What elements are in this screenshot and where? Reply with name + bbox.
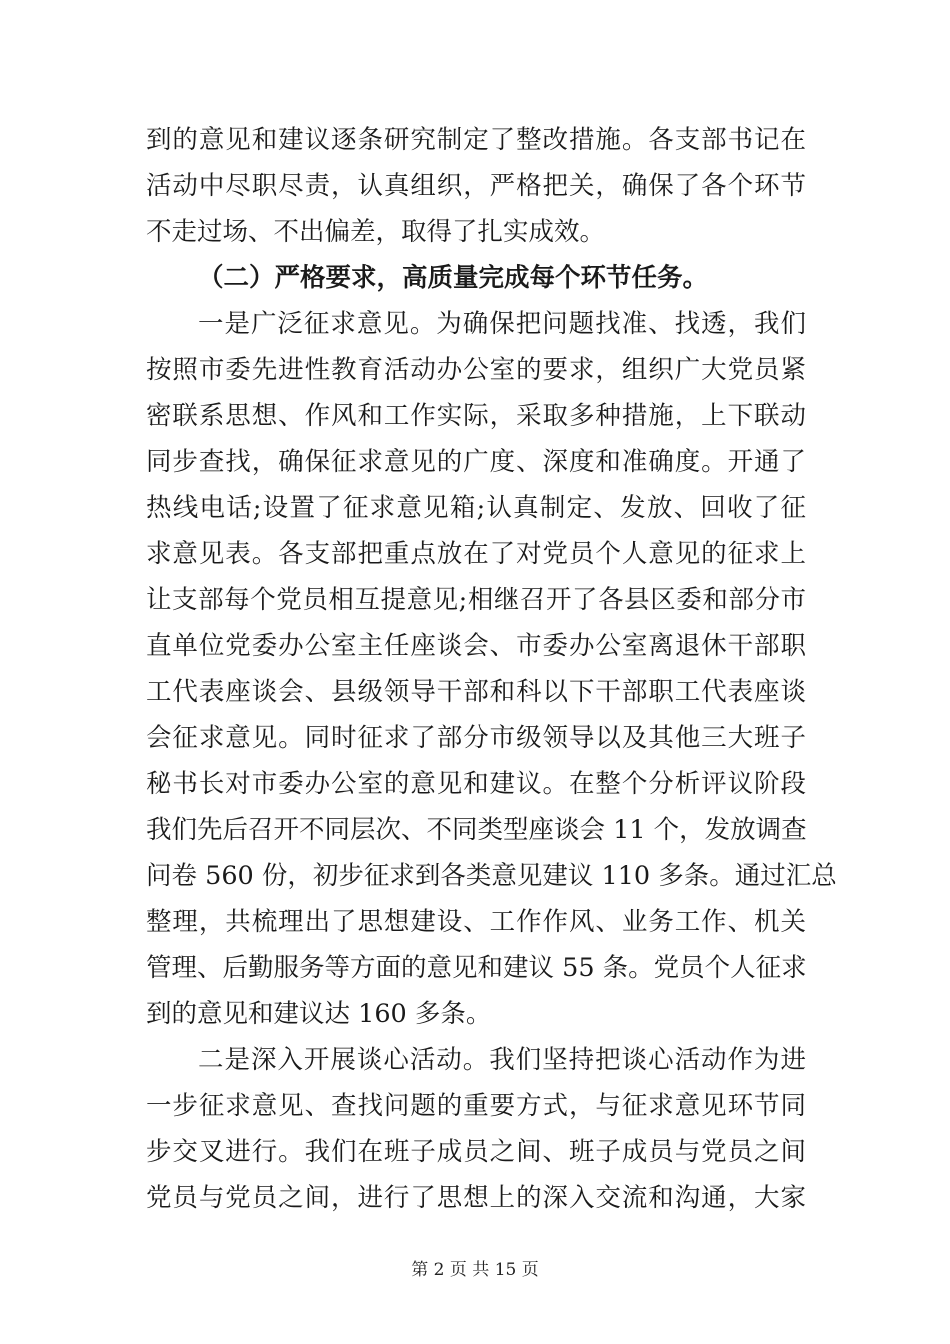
body-line: 工代表座谈会、县级领导干部和科以下干部职工代表座谈 [146,677,806,707]
body-line: 不走过场、不出偏差，取得了扎实成效。 [146,217,606,247]
body-line: 让支部每个党员相互提意见;相继召开了各县区委和部分市 [146,585,806,615]
body-line: 直单位党委办公室主任座谈会、市委办公室离退休干部职 [146,631,806,661]
body-line: 我们先后召开不同层次、不同类型座谈会 11 个，发放调查 [146,815,807,845]
body-line: 整理，共梳理出了思想建设、工作作风、业务工作、机关 [146,907,806,937]
body-line: 党员与党员之间，进行了思想上的深入交流和沟通，大家 [146,1183,806,1213]
body-line: 会征求意见。同时征求了部分市级领导以及其他三大班子 [146,723,806,753]
body-line: 二是深入开展谈心活动。我们坚持把谈心活动作为进 [198,1045,806,1075]
page-number-footer: 第 2 页 共 15 页 [411,1260,539,1280]
body-line: 步交叉进行。我们在班子成员之间、班子成员与党员之间 [146,1137,806,1167]
body-line: 一步征求意见、查找问题的重要方式，与征求意见环节同 [146,1091,806,1121]
body-line: 热线电话;设置了征求意见箱;认真制定、发放、回收了征 [146,493,806,523]
body-line: 管理、后勤服务等方面的意见和建议 55 条。党员个人征求 [146,953,807,983]
body-line: 问卷 560 份，初步征求到各类意见建议 110 多条。通过汇总 [146,861,837,891]
section-heading: （二）严格要求，高质量完成每个环节任务。 [198,263,709,293]
body-line: 到的意见和建议达 160 多条。 [146,999,492,1029]
body-line: 求意见表。各支部把重点放在了对党员个人意见的征求上 [146,539,806,569]
body-line: 按照市委先进性教育活动办公室的要求，组织广大党员紧 [146,355,806,385]
body-line: 活动中尽职尽责，认真组织，严格把关，确保了各个环节 [146,171,806,201]
body-line: 同步查找，确保征求意见的广度、深度和准确度。开通了 [146,447,806,477]
body-line: 一是广泛征求意见。为确保把问题找准、找透，我们 [198,309,806,339]
body-line: 密联系思想、作风和工作实际，采取多种措施，上下联动 [146,401,806,431]
body-line: 秘书长对市委办公室的意见和建议。在整个分析评议阶段 [146,769,806,799]
body-line: 到的意见和建议逐条研究制定了整改措施。各支部书记在 [146,125,806,155]
